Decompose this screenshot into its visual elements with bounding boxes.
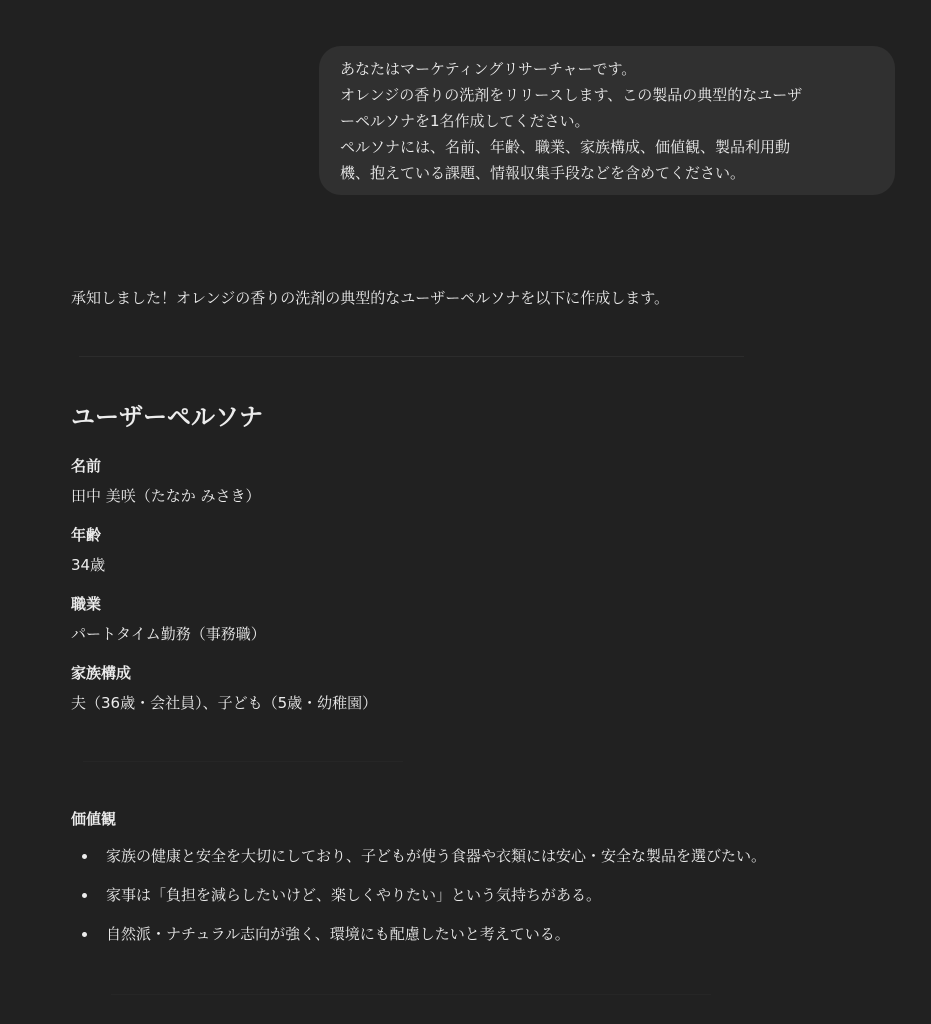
user-message-line: あなたはマーケティングリサーチャーです。 bbox=[340, 60, 637, 78]
list-item bbox=[71, 882, 766, 921]
field-value-family: 夫（36歳・会社員）、子ども（5歳・幼稚園） bbox=[71, 694, 378, 712]
user-message-bubble bbox=[319, 46, 895, 195]
list-item bbox=[71, 843, 766, 882]
list-item-text: 家事は「負担を減らしたいけど、楽しくやりたい」という気持ちがある。 bbox=[106, 886, 602, 904]
field-value-occupation: パートタイム勤務（事務職） bbox=[71, 625, 266, 643]
user-message-line: オレンジの香りの洗剤をリリースします、この製品の典型的なユーザ bbox=[340, 86, 803, 104]
list-item-text: 自然派・ナチュラル志向が強く、環境にも配慮したいと考えている。 bbox=[106, 925, 570, 943]
bullet-icon bbox=[82, 854, 87, 859]
field-label-family: 家族構成 bbox=[71, 664, 132, 682]
bullet-icon bbox=[82, 893, 87, 898]
section-title: ユーザーペルソナ bbox=[71, 403, 263, 431]
bullet-icon bbox=[82, 932, 87, 937]
list-item-text: 家族の健康と安全を大切にしており、子どもが使う食器や衣類には安心・安全な製品を選びたい。 bbox=[106, 847, 767, 865]
field-label-age: 年齢 bbox=[71, 526, 102, 544]
list-item bbox=[71, 921, 766, 960]
divider bbox=[83, 761, 403, 762]
field-value-age: 34歳 bbox=[71, 556, 106, 574]
assistant-intro: 承知しました！オレンジの香りの洗剤の典型的なユーザーペルソナを以下に作成します。 bbox=[71, 289, 670, 307]
user-message-line: ペルソナには、名前、年齢、職業、家族構成、価値観、製品利用動 bbox=[340, 138, 791, 156]
divider bbox=[111, 994, 711, 995]
user-message-line: 機、抱えている課題、情報収集手段などを含めてください。 bbox=[340, 164, 746, 182]
field-label-name: 名前 bbox=[71, 457, 102, 475]
field-label-occupation: 職業 bbox=[71, 595, 102, 613]
user-message-line: ーペルソナを1名作成してください。 bbox=[340, 112, 590, 130]
values-list bbox=[71, 843, 766, 960]
field-value-name: 田中 美咲（たなか みさき） bbox=[71, 487, 261, 505]
divider bbox=[79, 356, 744, 357]
values-label: 価値観 bbox=[71, 810, 117, 828]
